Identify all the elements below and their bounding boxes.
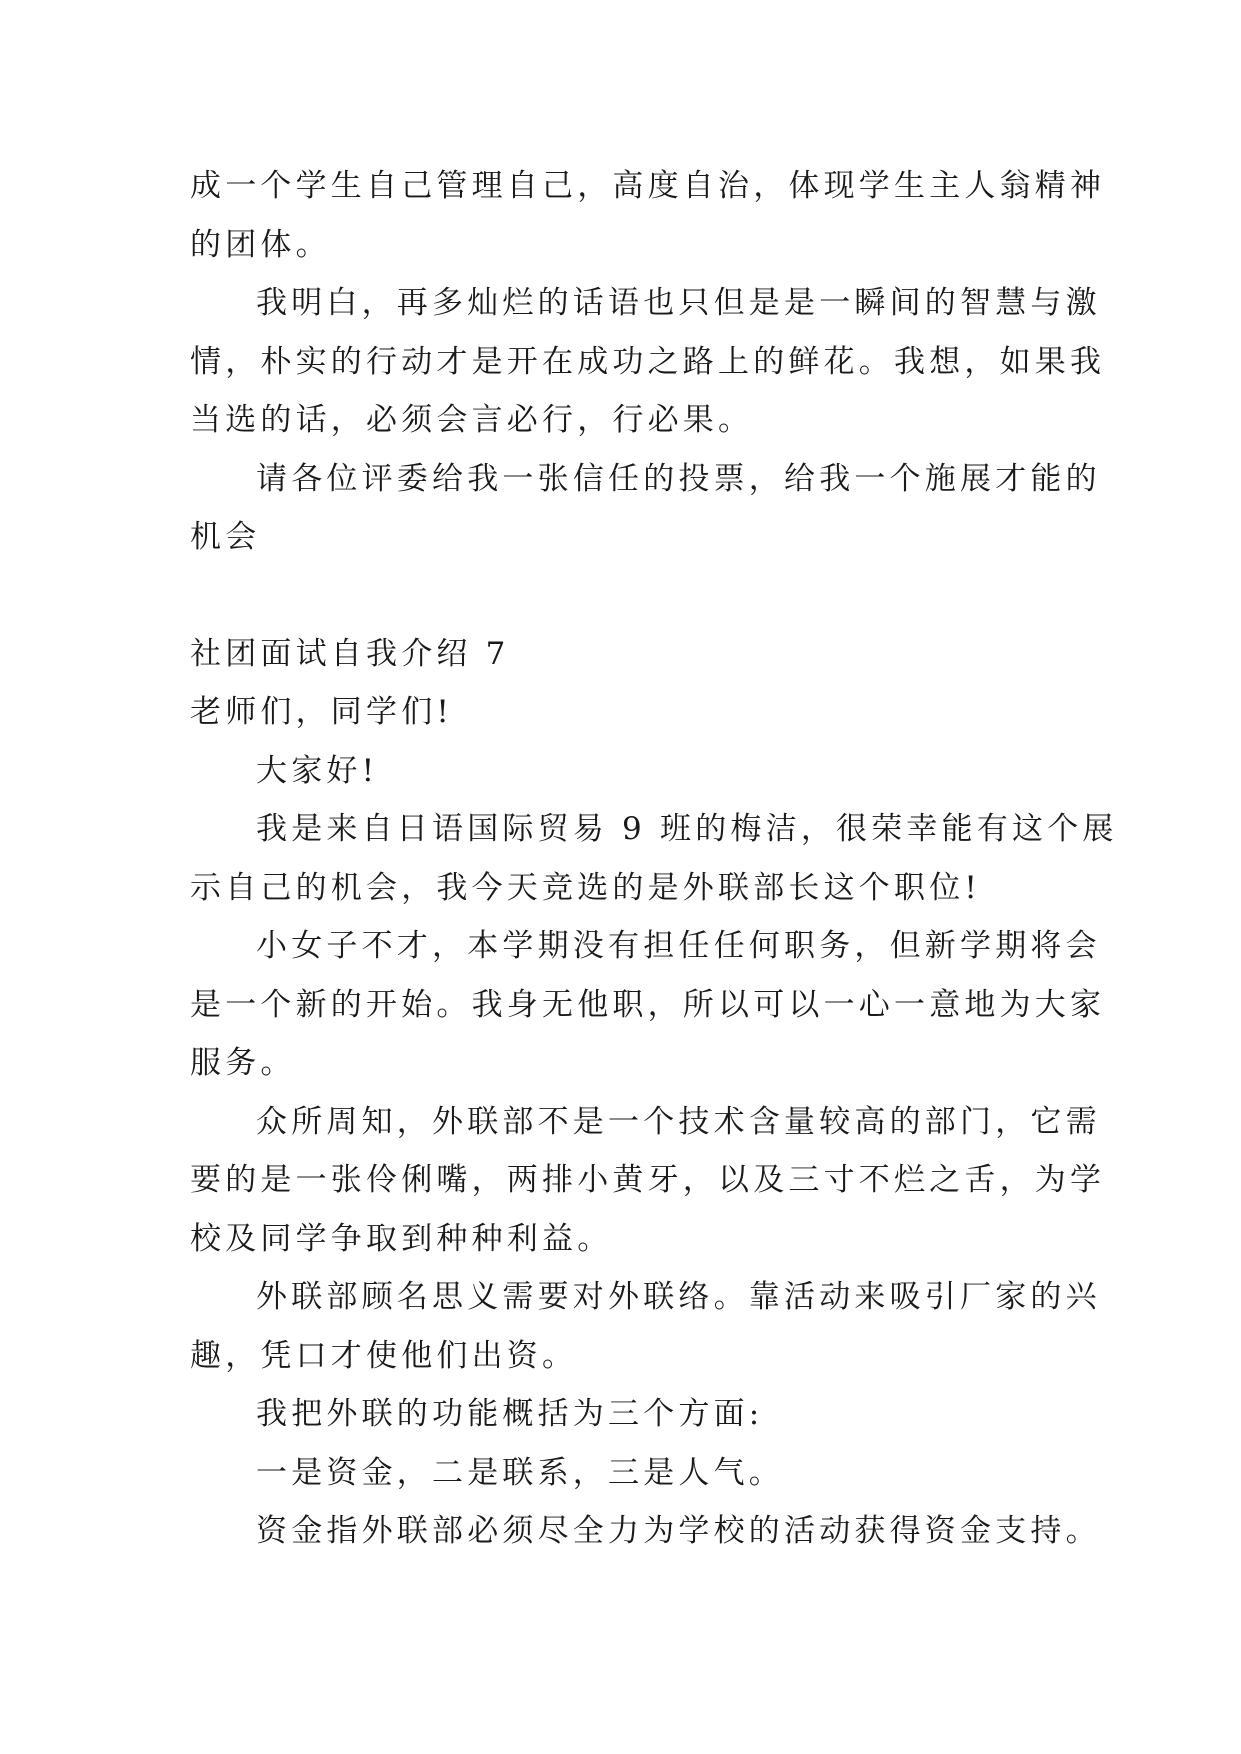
text-line: 我是来自日语国际贸易 9 班的梅洁，很荣幸能有这个展 [256,811,1118,847]
text-line: 校及同学争取到种种利益。 [190,1221,613,1257]
text-line: 资金指外联部必须尽全力为学校的活动获得资金支持。 [256,1513,1101,1549]
text-line: 小女子不才，本学期没有担任任何职务，但新学期将会 [256,928,1101,964]
text-line: 成一个学生自己管理自己，高度自治，体现学生主人翁精神 [190,168,1106,204]
text-line: 要的是一张伶俐嘴，两排小黄牙，以及三寸不烂之舌，为学 [190,1162,1106,1198]
text-line: 请各位评委给我一张信任的投票，给我一个施展才能的 [256,461,1101,497]
text-line: 当选的话，必须会言必行，行必果。 [190,402,754,438]
text-line: 示自己的机会，我今天竞选的是外联部长这个职位! [190,870,982,906]
text-line: 众所周知，外联部不是一个技术含量较高的部门，它需 [256,1104,1101,1140]
text-line: 服务。 [190,1045,296,1081]
text-line: 外联部顾名思义需要对外联络。靠活动来吸引厂家的兴 [256,1279,1101,1315]
section-heading: 社团面试自我介绍 7 [190,636,510,672]
text-line: 的团体。 [190,227,331,263]
text-line: 我把外联的功能概括为三个方面: [256,1396,764,1432]
text-line: 情，朴实的行动才是开在成功之路上的鲜花。我想，如果我 [190,344,1106,380]
text-line: 老师们，同学们! [190,694,454,730]
text-line: 我明白，再多灿烂的话语也只但是是一瞬间的智慧与激 [256,285,1101,321]
text-line: 机会 [190,519,261,555]
text-line: 是一个新的开始。我身无他职，所以可以一心一意地为大家 [190,987,1106,1023]
text-line: 一是资金，二是联系，三是人气。 [256,1455,784,1491]
text-line: 大家好! [256,753,379,789]
text-line: 趣，凭口才使他们出资。 [190,1338,578,1374]
